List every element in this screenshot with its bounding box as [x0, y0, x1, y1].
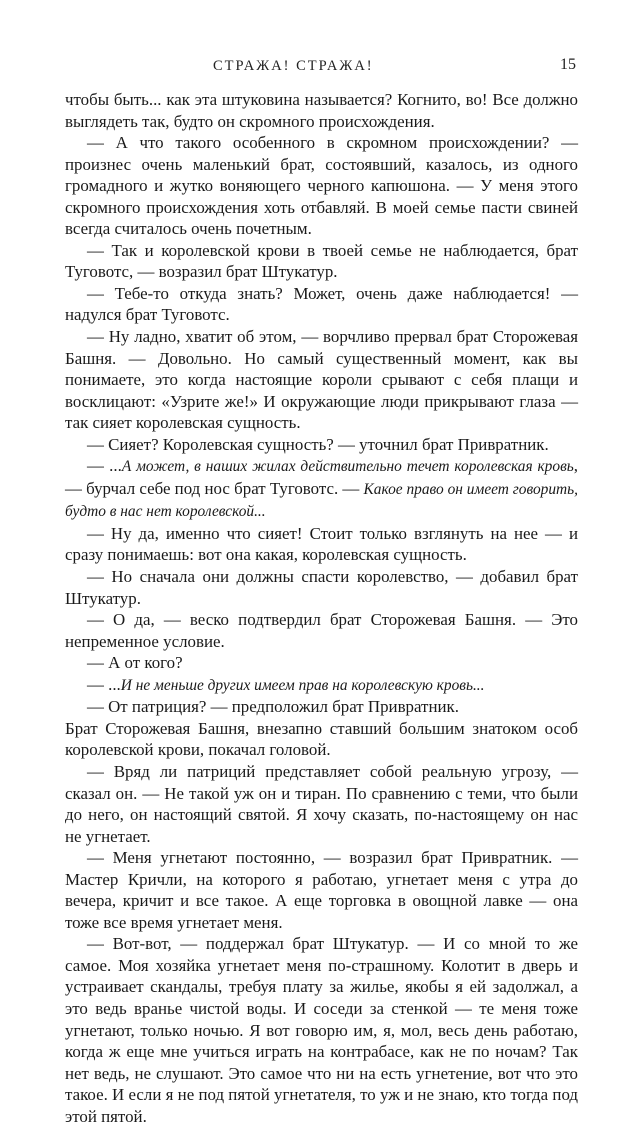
paragraph — [65, 240, 578, 283]
paragraph — [65, 434, 578, 456]
text-run: — Так и королевской крови в твоей семье не наблюдается, брат Туговотс, — возразил брат Штукатур. — [65, 240, 578, 282]
paragraph — [65, 609, 578, 652]
text-run: — А что такого особенного в скромном происхождении? — произнес очень маленький брат, состоявший, казалось, из одного громадного и жутко воняющего черного капюшона. — У меня этого скромного происхождения хоть отбавляй. В моей семье пасти свиней всегда считалось очень почетным. — [65, 133, 578, 239]
paragraph — [65, 566, 578, 609]
italic-text: Какое право он имеет говорить, будто в нас нет королевской... — [65, 480, 578, 521]
paragraph — [65, 674, 578, 697]
text-run: чтобы быть... как эта штуковина называется? Когнито, во! Все должно выглядеть так, будто он скромного происхождения. — [65, 90, 578, 131]
body-text — [65, 89, 578, 1127]
text-run: — Ну ладно, хватит об этом, — ворчливо прервал брат Сторожевая Башня. — Довольно. Но самый существенный момент, как вы понимаете, это когда настоящие короли срывают с себя плащи и восклицают: «Узрите же!» И окружающие люди прикрывают глаза — так сияет королевская сущность. — [65, 327, 578, 433]
italic-text: А может, в наших жилах действительно течет королевская кровь — [121, 458, 574, 476]
page-number: 15 — [560, 56, 576, 73]
paragraph — [65, 455, 578, 523]
text-run: — А от кого? — [87, 653, 183, 673]
text-run: , — бурчал себе под нос брат Туговотс. — — [65, 456, 578, 498]
paragraph — [65, 326, 578, 434]
text-run: — Вряд ли патриций представляет собой реальную угрозу, — сказал он. — Не такой уж он и тиран. По сравнению с теми, что были до него, он настоящий святой. Я хочу сказать, по-настоящему он нас не угнетает. — [65, 761, 578, 846]
text-run: — ... — [87, 456, 122, 476]
paragraph — [65, 283, 578, 326]
text-run: — От патриция? — предположил брат Привратник. — [87, 697, 459, 717]
text-run: — Вот-вот, — поддержал брат Штукатур. — И со мной то же самое. Моя хозяйка угнетает меня по-страшному. Колотит в дверь и устраивает скандалы, требуя плату за жилье, якобы я ей задолжал, а это ведь вранье чистой воды. И соседи за стенкой — те меня тоже угнетают, только ночью. Я вот говорю им, я, мол, весь день работаю, когда ж еще мне учиться играть на контрабасе, как не по ночам? Так нет ведь, не слушают. Это самое что ни на есть угнетение, вот что это такое. И если я не под пятой угнетателя, то уж и не знаю, кто тогда под этой пятой. — [65, 934, 578, 1126]
paragraph — [65, 761, 578, 847]
text-run: Брат Сторожевая Башня, внезапно ставший большим знатоком особ королевской крови, покачал головой. — [65, 718, 578, 760]
paragraph — [65, 696, 578, 718]
text-run: — Но сначала они должны спасти королевство, — добавил брат Штукатур. — [65, 567, 578, 608]
text-run: — Сияет? Королевская сущность? — уточнил брат Привратник. — [87, 434, 549, 454]
text-run: — Тебе-то откуда знать? Может, очень даже наблюдается! — надулся брат Туговотс. — [65, 283, 578, 325]
paragraph — [65, 652, 578, 674]
paragraph — [65, 132, 578, 240]
paragraph — [65, 718, 578, 761]
paragraph — [65, 847, 578, 933]
text-run: — О да, — веско подтвердил брат Сторожевая Башня. — Это непременное условие. — [65, 610, 578, 651]
paragraph — [65, 523, 578, 566]
italic-text: И не меньше других имеем прав на королевскую кровь... — [120, 676, 485, 694]
text-run: — Меня угнетают постоянно, — возразил брат Привратник. — Мастер Кричли, на которого я работаю, угнетает меня с утра до вечера, кричит и все такое. А еще торговка в овощной лавке — она тоже все время угнетает меня. — [65, 848, 578, 932]
text-run: — ... — [87, 674, 121, 694]
paragraph — [65, 89, 578, 132]
running-title: СТРАЖА! СТРАЖА! — [213, 58, 374, 74]
text-run: — Ну да, именно что сияет! Стоит только взглянуть на нее — и сразу понимаешь: вот она какая, королевская сущность. — [65, 523, 578, 565]
paragraph — [65, 933, 578, 1127]
